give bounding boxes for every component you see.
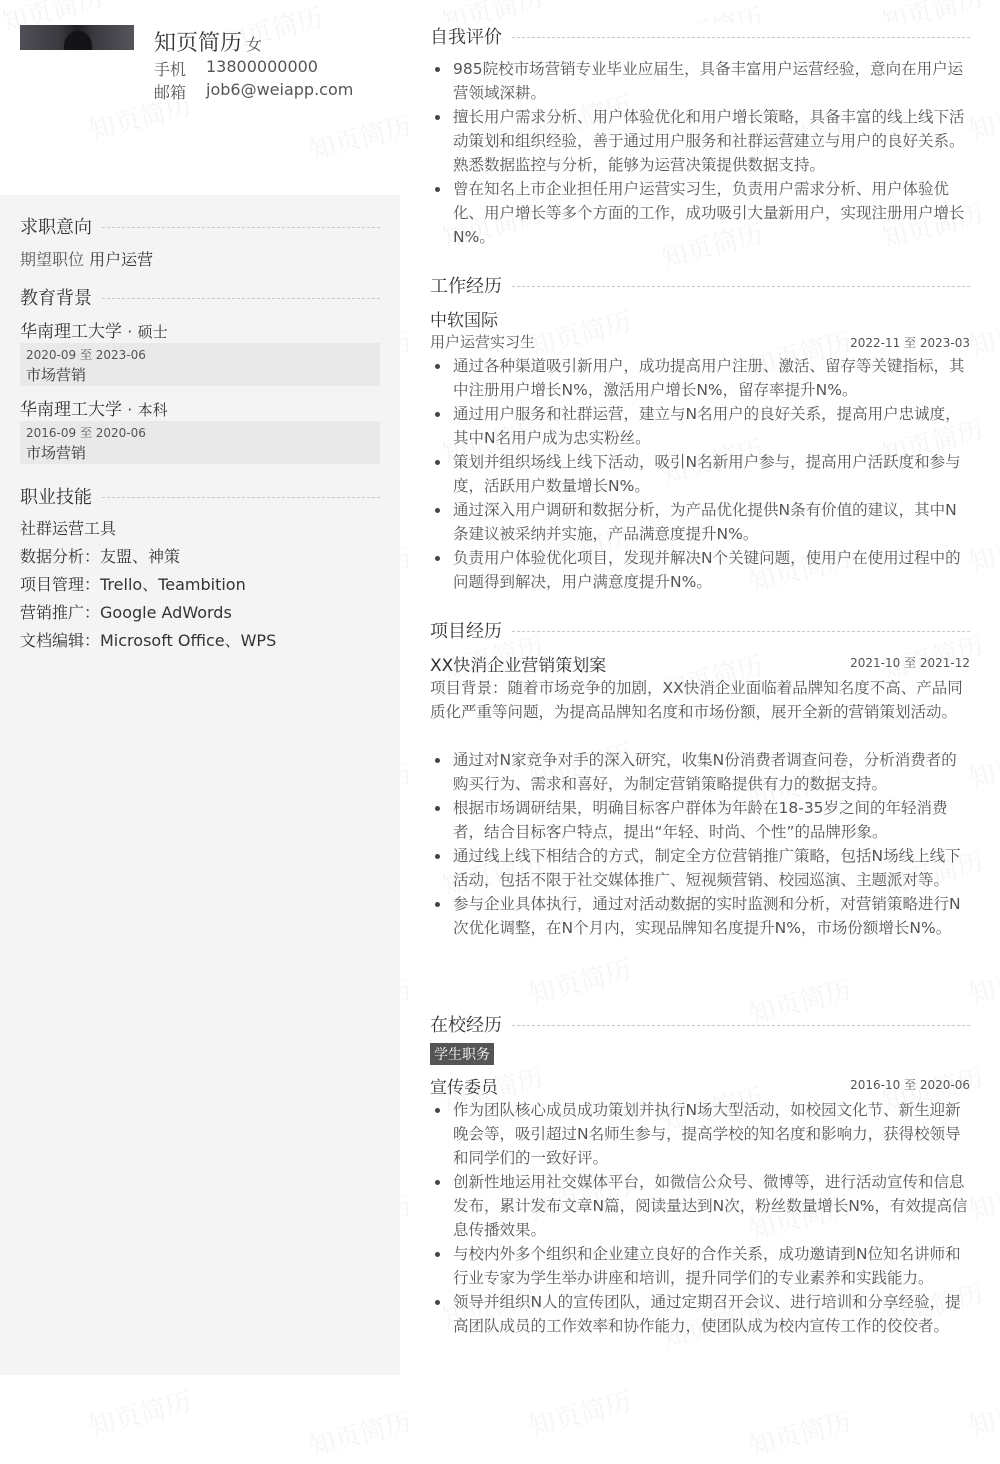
list-item: 通过各种渠道吸引新用户，成功提高用户注册、激活、留存等关键指标，其中注册用户增长N%，激活用户增长N%，留存率提升N%。 bbox=[430, 354, 970, 402]
skill-item: 文档编辑：Microsoft Office、WPS bbox=[20, 631, 277, 650]
list-item: 与校内外多个组织和企业建立良好的合作关系，成功邀请到N位知名讲师和行业专家为学生举办讲座和培训，提升同学们的专业素养和实践能力。 bbox=[430, 1242, 970, 1290]
intention-row bbox=[20, 247, 153, 270]
watermark-text bbox=[965, 1381, 1000, 1444]
watermark-text bbox=[965, 301, 1000, 364]
list-item: 通过对N家竞争对手的深入研究，收集N份消费者调查问卷，分析消费者的购买行为、需求和喜好，为制定营销策略提供有力的数据支持。 bbox=[430, 748, 970, 796]
education-dates: 2020-09 至 2023-06 bbox=[26, 348, 146, 362]
education-title: 教育背景 bbox=[20, 288, 92, 309]
project-heading bbox=[430, 617, 970, 645]
project-title: 项目经历 bbox=[430, 621, 502, 642]
list-item: 通过用户服务和社群运营，建立与N名用户的良好关系，提高用户忠诚度，其中N名用户成为忠实粉丝。 bbox=[430, 402, 970, 450]
list-item: 通过深入用户调研和数据分析，为产品优化提供N条有价值的建议，其中N条建议被采纳并实施，产品满意度提升N%。 bbox=[430, 498, 970, 546]
self-eval-list bbox=[430, 57, 970, 249]
name-row bbox=[154, 26, 262, 57]
degree-sep: · bbox=[127, 401, 133, 419]
campus-role: 宣传委员 bbox=[430, 1078, 498, 1098]
email-value: job6@weiapp.com bbox=[206, 80, 354, 99]
self-eval-title: 自我评价 bbox=[430, 23, 502, 49]
project-dates: 2021-10 至 2021-12 bbox=[850, 656, 970, 670]
work-dates: 2022-11 至 2023-03 bbox=[850, 336, 970, 350]
project-background: 项目背景：随着市场竞争的加剧，XX快消企业面临着品牌知名度不高、产品同质化严重等问题，为提高品牌知名度和市场份额，展开全新的营销策划活动。 bbox=[430, 679, 963, 721]
education-dates: 2016-09 至 2020-06 bbox=[26, 426, 146, 440]
phone-row bbox=[154, 57, 318, 80]
education-detail-box bbox=[20, 421, 380, 464]
degree-sep: · bbox=[127, 323, 133, 341]
watermark-text bbox=[525, 1381, 635, 1444]
list-item: 策划并组织场线上线下活动，吸引N名新用户参与，提高用户活跃度和参与度，活跃用户数量增长N%。 bbox=[430, 450, 970, 498]
campus-dates: 2016-10 至 2020-06 bbox=[850, 1078, 970, 1092]
phone-label: 手机 bbox=[154, 60, 187, 79]
position-tag: 学生职务 bbox=[430, 1043, 494, 1065]
list-item: 创新性地运用社交媒体平台，如微信公众号、微博等，进行活动宣传和信息发布，累计发布文章N篇，阅读量达到N次，粉丝数量增长N%，有效提高信息传播效果。 bbox=[430, 1170, 970, 1242]
skill-item: 社群运营工具 bbox=[20, 519, 117, 538]
school-name: 华南理工大学 bbox=[20, 322, 122, 342]
campus-title: 在校经历 bbox=[430, 1015, 502, 1036]
work-list bbox=[430, 354, 970, 594]
intention-heading bbox=[20, 213, 380, 241]
watermark-text bbox=[85, 1381, 195, 1444]
skill-item: 项目管理：Trello、Teambition bbox=[20, 575, 246, 594]
list-item: 擅长用户需求分析、用户体验优化和用户增长策略，具备丰富的线上线下活动策划和组织经验，善于通过用户服务和社群运营建立与用户的良好关系。熟悉数据监控与分析，能够为运营决策提供数据支持。 bbox=[430, 105, 970, 177]
company-name: 中软国际 bbox=[430, 311, 498, 331]
self-eval-heading bbox=[430, 23, 970, 51]
project-list bbox=[430, 748, 970, 940]
list-item: 负责用户体验优化项目，发现并解决N个关键问题，使用户在使用过程中的问题得到解决，用户满意度提升N%。 bbox=[430, 546, 970, 594]
list-item: 领导并组织N人的宣传团队，通过定期召开会议、进行培训和分享经验，提高团队成员的工作效率和协作能力，使团队成为校内宣传工作的佼佼者。 bbox=[430, 1290, 970, 1338]
divider bbox=[512, 1025, 970, 1026]
divider bbox=[102, 497, 380, 498]
school-row bbox=[20, 395, 168, 420]
list-item: 985院校市场营销专业毕业应届生，具备丰富用户运营经验，意向在用户运营领域深耕。 bbox=[430, 57, 970, 105]
intention-title: 求职意向 bbox=[20, 217, 92, 238]
watermark-text bbox=[965, 949, 1000, 1012]
watermark-text bbox=[305, 105, 415, 168]
phone-value: 13800000000 bbox=[206, 57, 318, 76]
email-row bbox=[154, 80, 354, 103]
divider bbox=[512, 37, 970, 38]
divider bbox=[512, 631, 970, 632]
email-label: 邮箱 bbox=[154, 83, 187, 102]
project-name: XX快消企业营销策划案 bbox=[430, 656, 607, 676]
school-name: 华南理工大学 bbox=[20, 400, 122, 420]
candidate-gender: 女 bbox=[246, 35, 263, 54]
campus-list bbox=[430, 1098, 970, 1338]
education-major: 市场营销 bbox=[26, 444, 87, 462]
watermark-text bbox=[305, 1401, 415, 1464]
watermark-text bbox=[965, 85, 1000, 148]
campus-heading bbox=[430, 1011, 970, 1039]
list-item: 曾在知名上市企业担任用户运营实习生，负责用户需求分析、用户体验优化、用户增长等多个方面的工作，成功吸引大量新用户，实现注册用户增长N%。 bbox=[430, 177, 970, 249]
list-item: 通过线上线下相结合的方式，制定全方位营销推广策略，包括N场线上线下活动，包括不限于社交媒体推广、短视频营销、校园巡演、主题派对等。 bbox=[430, 844, 970, 892]
list-item: 参与企业具体执行，通过对活动数据的实时监测和分析，对营销策略进行N次优化调整，在N个月内，实现品牌知名度提升N%，市场份额增长N%。 bbox=[430, 892, 970, 940]
avatar-photo bbox=[20, 25, 134, 50]
skills-heading bbox=[20, 483, 380, 511]
candidate-name: 知页简历 bbox=[154, 31, 243, 56]
school-row bbox=[20, 317, 168, 342]
education-major: 市场营销 bbox=[26, 366, 87, 384]
skill-item: 营销推广：Google AdWords bbox=[20, 603, 232, 622]
divider bbox=[102, 227, 380, 228]
intention-label: 期望职位 bbox=[20, 250, 85, 269]
work-title: 工作经历 bbox=[430, 276, 502, 297]
divider bbox=[512, 286, 970, 287]
degree: 硕士 bbox=[137, 323, 168, 341]
skills-title: 职业技能 bbox=[20, 487, 92, 508]
watermark-text bbox=[745, 1401, 855, 1464]
list-item: 根据市场调研结果，明确目标客户群体为年龄在18-35岁之间的年轻消费者，结合目标客户特点，提出“年轻、时尚、个性”的品牌形象。 bbox=[430, 796, 970, 844]
degree: 本科 bbox=[137, 401, 168, 419]
work-heading bbox=[430, 272, 970, 300]
list-item: 作为团队核心成员成功策划并执行N场大型活动，如校园文化节、新生迎新晚会等，吸引超过N名师生参与，提高学校的知名度和影响力，获得校领导和同学们的一致好评。 bbox=[430, 1098, 970, 1170]
education-heading bbox=[20, 284, 380, 312]
watermark-text bbox=[965, 517, 1000, 580]
divider bbox=[102, 298, 380, 299]
watermark-text bbox=[525, 949, 635, 1012]
job-role: 用户运营实习生 bbox=[430, 333, 536, 351]
education-detail-box bbox=[20, 343, 380, 386]
intention-value: 用户运营 bbox=[89, 250, 154, 269]
skill-item: 数据分析：友盟、神策 bbox=[20, 547, 181, 566]
watermark-text bbox=[965, 733, 1000, 796]
watermark-text bbox=[965, 1165, 1000, 1228]
